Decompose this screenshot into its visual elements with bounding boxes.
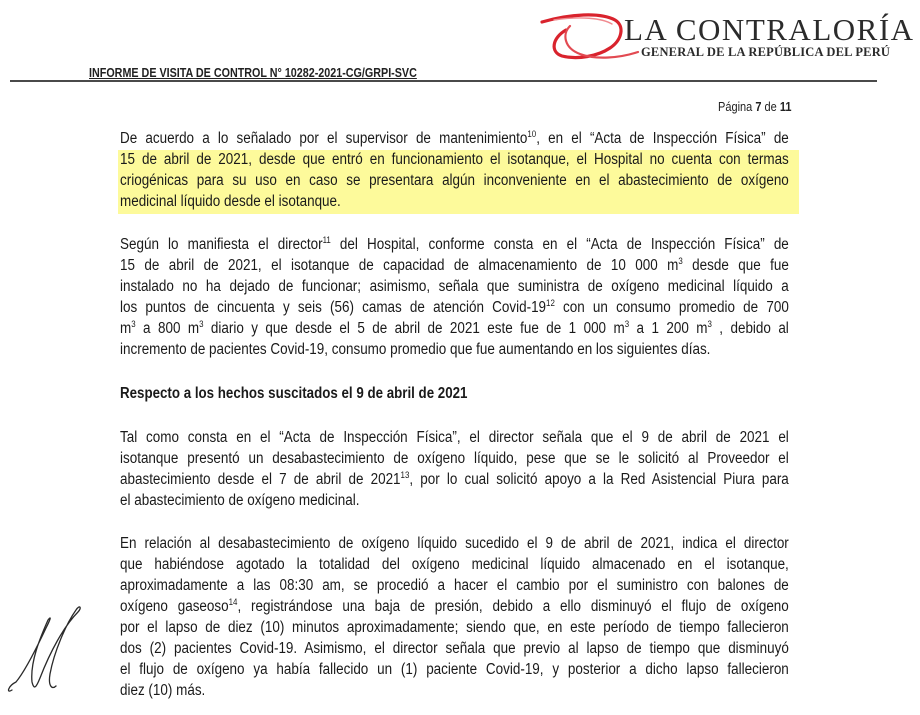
paragraph-line [120,576,789,596]
contraloria-logo [540,4,915,70]
text-run: oxígeno gaseoso [120,598,229,615]
text-run: 15 de abril de 2021, desde que entró en funcionamiento el isotanque, el Hospital no cuenta con termas [120,151,789,168]
line-text [120,449,789,469]
page-of-label: de [764,100,777,114]
text-run: , por lo cual solicitó apoyo a la Red Asistencial Piura para [409,471,789,488]
text-run: , debido al [711,320,789,337]
superscript: 3 [624,319,630,329]
header-divider [10,80,877,82]
text-run: Tal como consta en el “Acta de Inspección Física”, el director señala que el 9 de abril de 2021 el [120,429,789,446]
line-text [120,235,789,255]
superscript: 14 [228,597,238,607]
paragraph-line [120,192,789,212]
paragraph-line [120,256,789,276]
page-number [718,100,791,114]
text-run: a 1 200 m [629,320,708,337]
text-run: abastecimiento desde el 7 de abril de 2021 [120,471,401,488]
section-heading: Respecto a los hechos suscitados el 9 de abril de 2021 [120,385,468,402]
text-run: De acuerdo a lo señalado por el supervisor de mantenimiento [120,130,528,147]
text-run: diez (10) más. [120,682,206,699]
line-text [120,618,789,638]
superscript: 3 [678,256,683,266]
text-run: medicinal líquido desde el isotanque. [120,193,341,210]
superscript: 11 [322,235,331,245]
line-text [120,277,789,297]
page-label: Página [718,100,753,114]
text-run: con un consumo promedio de 700 [554,299,789,316]
paragraph-line [120,491,789,511]
paragraph-line [120,681,789,701]
line-text [120,470,789,490]
text-run: aproximadamente a las 08:30 am, se procedió a hacer el cambio por el suministro con balones de [120,577,789,594]
text-run: incremento de pacientes Covid-19, consumo promedio que fue aumentando en los siguientes días. [120,341,711,358]
paragraph-line [120,298,789,318]
line-text [120,681,789,701]
paragraph-line [120,660,789,680]
line-text [120,428,789,448]
line-text [120,340,789,360]
text-run: , registrándose una baja de presión, debido a ello disminuyó el flujo de oxígeno [237,598,789,615]
text-run: el abastecimiento de oxígeno medicinal. [120,492,360,509]
text-run: m [120,320,132,337]
line-text [120,555,789,575]
superscript: 10 [527,129,537,139]
line-text [120,150,789,170]
superscript: 3 [707,319,712,329]
line-text [120,192,789,212]
paragraph-line [120,449,789,469]
line-text [120,129,789,149]
signature [0,590,110,715]
paragraph-line [120,150,789,170]
paragraph-line [120,534,789,554]
line-text [120,576,789,596]
paragraph-line [120,277,789,297]
paragraph-line [120,470,789,490]
line-text [120,597,789,617]
text-run: 15 de abril de 2021, el isotanque de capacidad de almacenamiento de 10 000 m [120,257,679,274]
paragraph-line [120,639,789,659]
text-run: por el lapso de diez (10) minutos aproximadamente; siendo que, en este período de tiempo fallecieron [120,619,789,636]
line-text [120,639,789,659]
paragraph-line [120,555,789,575]
paragraph-line [120,618,789,638]
text-run: En relación al desabastecimiento de oxígeno líquido sucedido el 9 de abril de 2021, indica el director [120,535,789,552]
text-run: los puntos de cincuenta y seis (56) camas de atención Covid-19 [120,299,547,316]
paragraph-line [120,171,789,191]
line-text [120,491,789,511]
line-text [120,256,789,276]
logo-subtitle: GENERAL DE LA REPÚBLICA DEL PERÚ [641,45,891,59]
paragraph-line [120,428,789,448]
text-run: instalado no ha dejado de funcionar; asimismo, señala que suministra de oxígeno medicinal líquido a [120,278,789,295]
text-run: criogénicas para su uso en caso se presentara algún inconveniente en el abastecimiento de oxígeno [120,172,789,189]
line-text [120,534,789,554]
text-run: que habiéndose agotado la totalidad del oxígeno medicinal líquido almacenado en el isotanque, [120,556,789,573]
superscript: 3 [199,319,204,329]
line-text [120,298,789,318]
handwritten-initials-icon [0,590,110,710]
paragraph-line [120,129,789,149]
text-run: , en el “Acta de Inspección Física” de [536,130,789,147]
line-text [120,171,789,191]
text-run: Según lo manifiesta el director [120,236,323,253]
paragraph-line [120,340,789,360]
text-run: diario y que desde el 5 de abril de 2021 este fue de 1 000 m [203,320,625,337]
page-total: 11 [779,100,792,114]
logo-title: LA CONTRALORÍA [624,12,915,47]
superscript: 13 [400,470,410,480]
line-text [120,660,789,680]
paragraph-line [120,597,789,617]
text-run: isotanque presentó un desabastecimiento de oxígeno líquido, pese que se le solicitó al Proveedor el [120,450,789,467]
text-run: dos (2) pacientes Covid-19. Asimismo, el director señala que previo al lapso de tiempo que disminuyó [120,640,789,657]
paragraph-line [120,319,789,339]
text-run: desde que fue [682,257,789,274]
text-run: del Hospital, conforme consta en el “Acta de Inspección Física” de [330,236,789,253]
report-id: INFORME DE VISITA DE CONTROL N° 10282-2021-CG/GRPI-SVC [89,66,417,80]
text-run: el flujo de oxígeno ya había fallecido un (1) paciente Covid-19, y posterior a dicho lapso fallecieron [120,661,789,678]
text-run: a 800 m [135,320,200,337]
superscript: 12 [546,298,555,308]
paragraph-line [120,235,789,255]
superscript: 3 [131,319,136,329]
line-text [120,319,789,339]
page-current: 7 [755,100,762,114]
